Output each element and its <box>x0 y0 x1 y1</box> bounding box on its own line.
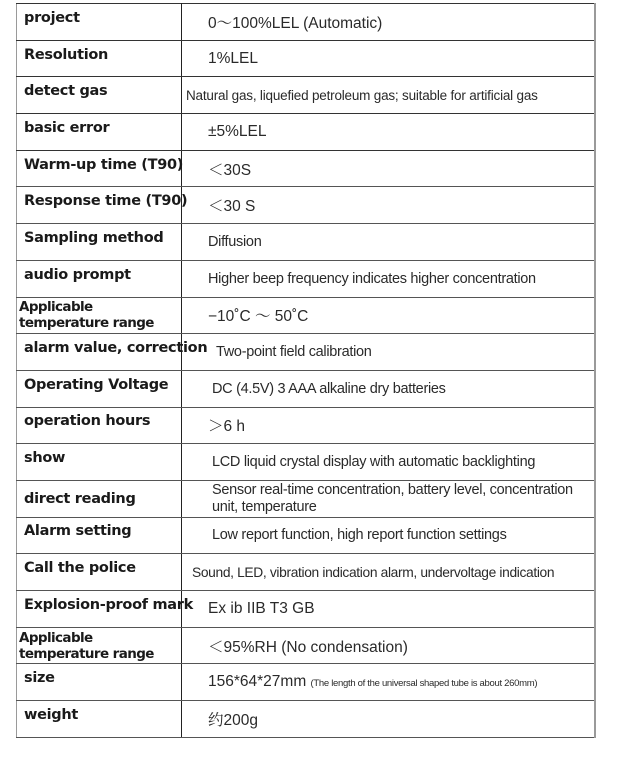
row-value: ±5%LEL <box>182 114 596 151</box>
table-row <box>17 444 596 481</box>
row-label: Explosion-proof mark <box>17 591 182 628</box>
table-row <box>17 4 596 41</box>
table-row <box>17 224 596 261</box>
table-row <box>17 40 596 77</box>
row-value: ＜30 S <box>182 187 596 224</box>
spec-table <box>16 3 596 738</box>
row-label: Applicable temperature range <box>17 297 182 334</box>
row-label: size <box>17 664 182 701</box>
table-row <box>17 664 596 701</box>
row-value: ＜30S <box>182 150 596 187</box>
row-value: Higher beep frequency indicates higher concentration <box>182 260 596 297</box>
row-label: Resolution <box>17 40 182 77</box>
row-label: Sampling method <box>17 224 182 261</box>
row-label: direct reading <box>17 480 182 517</box>
row-label: weight <box>17 701 182 738</box>
table-row <box>17 114 596 151</box>
row-label: detect gas <box>17 77 182 114</box>
row-value: DC (4.5V) 3 AAA alkaline dry batteries <box>182 370 596 407</box>
table-row <box>17 370 596 407</box>
row-value: ＞6 h <box>182 407 596 444</box>
size-note: (The length of the universal shaped tube is about 260mm) <box>310 678 538 690</box>
row-label: basic error <box>17 114 182 151</box>
row-label: Alarm setting <box>17 517 182 554</box>
table-row <box>17 480 596 517</box>
row-label: operation hours <box>17 407 182 444</box>
row-label: show <box>17 444 182 481</box>
row-value: 1%LEL <box>182 40 596 77</box>
row-value: Sensor real-time concentration, battery level, concentration unit, temperature <box>182 480 596 517</box>
row-value: Diffusion <box>182 224 596 261</box>
row-label: alarm value, correction <box>17 334 182 371</box>
row-label: Warm-up time (T90) <box>17 150 182 187</box>
table-row <box>17 334 596 371</box>
row-value: −10˚C ～ 50˚C <box>182 297 596 334</box>
table-row <box>17 591 596 628</box>
table-row <box>17 297 596 334</box>
row-label: Operating Voltage <box>17 370 182 407</box>
table-row <box>17 77 596 114</box>
row-value: 156*64*27mm (The length of the universal shaped tube is about 260mm) <box>182 664 596 701</box>
row-label: audio prompt <box>17 260 182 297</box>
row-label: project <box>17 4 182 41</box>
table-row <box>17 150 596 187</box>
table-row <box>17 407 596 444</box>
row-value: ＜95%RH (No condensation) <box>182 627 596 664</box>
table-row <box>17 187 596 224</box>
table-row <box>17 260 596 297</box>
table-row <box>17 627 596 664</box>
row-value: 约200g <box>182 701 596 738</box>
row-value: Low report function, high report function settings <box>182 517 596 554</box>
table-row <box>17 701 596 738</box>
table-row <box>17 517 596 554</box>
row-value: LCD liquid crystal display with automatic backlighting <box>182 444 596 481</box>
row-value: Ex ib IIB T3 GB <box>182 591 596 628</box>
row-value: 0～100%LEL (Automatic) <box>182 4 596 41</box>
table-row <box>17 554 596 591</box>
row-value: Two-point field calibration <box>182 334 596 371</box>
row-label: Response time (T90) <box>17 187 182 224</box>
row-value: Sound, LED, vibration indication alarm, undervoltage indication <box>182 554 596 591</box>
row-label: Applicable temperature range <box>17 627 182 664</box>
row-value: Natural gas, liquefied petroleum gas; suitable for artificial gas <box>182 77 596 114</box>
row-label: Call the police <box>17 554 182 591</box>
